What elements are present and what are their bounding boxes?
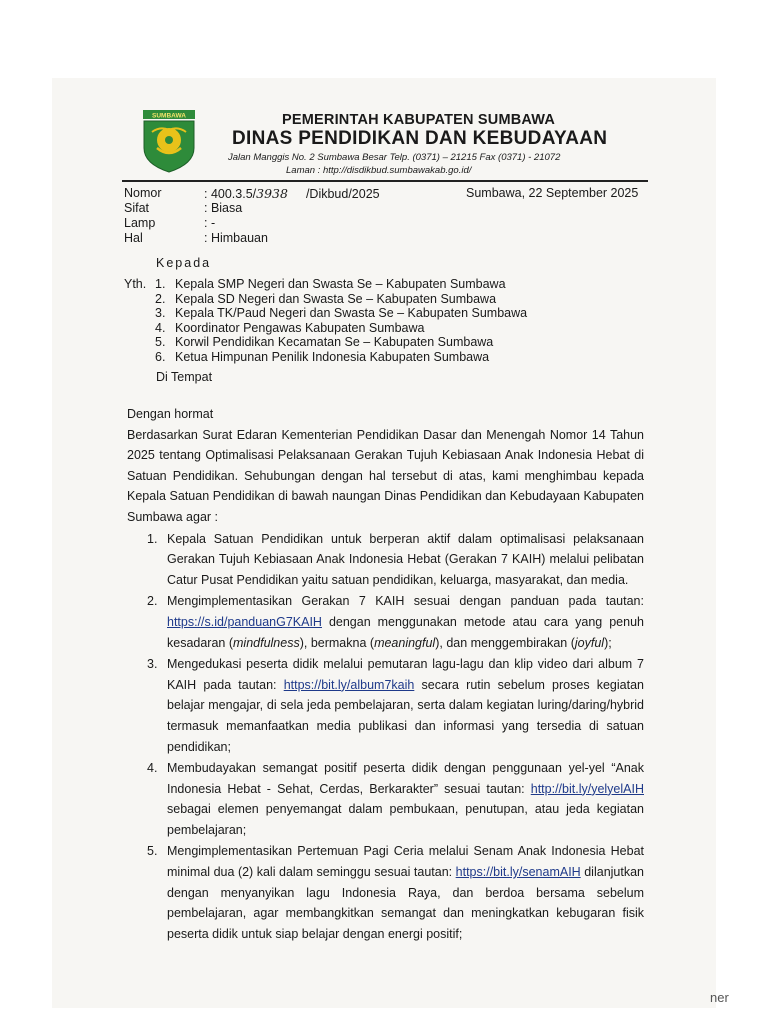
- letter-body: [127, 404, 644, 944]
- letterhead-address: Jalan Manggis No. 2 Sumbawa Besar Telp. (0371) – 21215 Fax (0371) - 21072: [228, 152, 561, 163]
- recipient-item: 4. Koordinator Pengawas Kabupaten Sumbawa: [155, 320, 425, 335]
- di-tempat: Di Tempat: [156, 370, 213, 384]
- letterhead-government: PEMERINTAH KABUPATEN SUMBAWA: [282, 112, 556, 128]
- letterhead-divider: [122, 180, 648, 182]
- yelyel-link[interactable]: http://bit.ly/yelyelAIH: [530, 781, 644, 796]
- recipient-item: 3. Kepala TK/Paud Negeri dan Swasta Se – Kabupaten Sumbawa: [155, 306, 528, 321]
- list-item: 4. Membudayakan semangat positif peserta didik dengan penggunaan yel-yel “Anak Indonesia Hebat - Sehat, Cerdas, Berkarakter” sesuai tautan: http://bit.ly/yelyelAIH sebagai elemen penyemangat dalam pembukaan, penutupan, atau jeda kegiatan pembelajaran;: [147, 761, 644, 837]
- hal-label: Hal: [124, 231, 143, 245]
- intro-paragraph: Berdasarkan Surat Edaran Kementerian Pendidikan Dasar dan Menengah Nomor 14 Tahun 2025 tentang Optimalisasi Pelaksanaan Gerakan Tujuh Kebiasaan Anak Indonesia Hebat di Satuan Pendidikan. Sehubungan dengan hal tersebut di atas, kami menghimbau kepada Kepala Satuan Pendidikan di bawah naungan Dinas Pendidikan dan Kebudayaan Kabupaten Sumbawa agar :: [127, 427, 644, 524]
- recipient-item: 1. Kepala SMP Negeri dan Swasta Se – Kabupaten Sumbawa: [155, 277, 506, 291]
- sumbawa-emblem-icon: [140, 108, 198, 174]
- list-item: 2. Mengimplementasikan Gerakan 7 KAIH sesuai dengan panduan pada tautan: https://s.id/panduanG7KAIH dengan menggunakan metode atau cara yang penuh kesadaran (mindfulness), bermakna (meaningful), dan menggembirakan (joyful);: [147, 594, 644, 650]
- letter-date: Sumbawa, 22 September 2025: [466, 186, 639, 200]
- footer-fragment: ner: [710, 990, 729, 1005]
- lamp-value: : -: [204, 216, 216, 230]
- list-item: 3. Mengedukasi peserta didik melalui pemutaran lagu-lagu dan klip video dari album 7 KAIH pada tautan: https://bit.ly/album7kaih secara rutin sebelum proses kegiatan belajar mengajar, di sela jeda pembelajaran, serta dalam kegiatan luring/daring/hybrid termasuk memanfaatkan media publikasi dan informasi yang tersedia di satuan pendidikan;: [147, 657, 644, 754]
- instruction-list: [127, 529, 644, 945]
- hal-value: : Himbauan: [204, 231, 268, 245]
- recipient-item: 6. Ketua Himpunan Penilik Indonesia Kabupaten Sumbawa: [155, 349, 490, 364]
- senam-link[interactable]: https://bit.ly/senamAIH: [455, 865, 581, 880]
- greeting: Dengan hormat: [127, 407, 214, 421]
- lamp-label: Lamp: [124, 216, 156, 230]
- letterhead-website: Laman : http://disdikbud.sumbawakab.go.id/: [286, 165, 472, 176]
- svg-text:SUMBAWA: SUMBAWA: [152, 112, 186, 120]
- sifat-label: Sifat: [124, 201, 150, 215]
- nomor-handwritten: 3938: [256, 186, 288, 201]
- list-item: 1. Kepala Satuan Pendidikan untuk berperan aktif dalam optimalisasi pelaksanaan Gerakan Tujuh Kebiasaan Anak Indonesia Hebat (Gerakan 7 KAIH) melalui pelibatan Catur Pusat Pendidikan yaitu satuan pendidikan, keluarga, masyarakat, dan media.: [147, 531, 644, 587]
- sifat-value: : Biasa: [204, 201, 243, 215]
- letterhead-department: DINAS PENDIDIKAN DAN KEBUDAYAAN: [232, 128, 608, 149]
- album-link[interactable]: https://bit.ly/album7kaih: [283, 677, 415, 692]
- recipient-item: 5. Korwil Pendidikan Kecamatan Se – Kabupaten Sumbawa: [155, 335, 494, 350]
- recipient-item: 2. Kepala SD Negeri dan Swasta Se – Kabupaten Sumbawa: [155, 291, 497, 306]
- panduan-link[interactable]: https://s.id/panduanG7KAIH: [167, 614, 322, 629]
- recipient-list: [155, 277, 527, 365]
- nomor-value: : 400.3.5/3938 /Dikbud/2025: [204, 186, 380, 201]
- nomor-label: Nomor: [124, 186, 162, 200]
- yth-label: Yth.: [124, 277, 147, 291]
- kepada-heading: Kepada: [156, 256, 212, 270]
- list-item: 5. Mengimplementasikan Pertemuan Pagi Ceria melalui Senam Anak Indonesia Hebat minimal dua (2) kali dalam seminggu sesuai tautan: https://bit.ly/senamAIH dilanjutkan dengan menyanyikan lagu Indonesia Raya, dan berdoa bersama sebelum pembelajaran, agar membangkitkan semangat dan meningkatkan kebugaran fisik peserta didik untuk siap belajar dengan energi positif;: [147, 844, 644, 941]
